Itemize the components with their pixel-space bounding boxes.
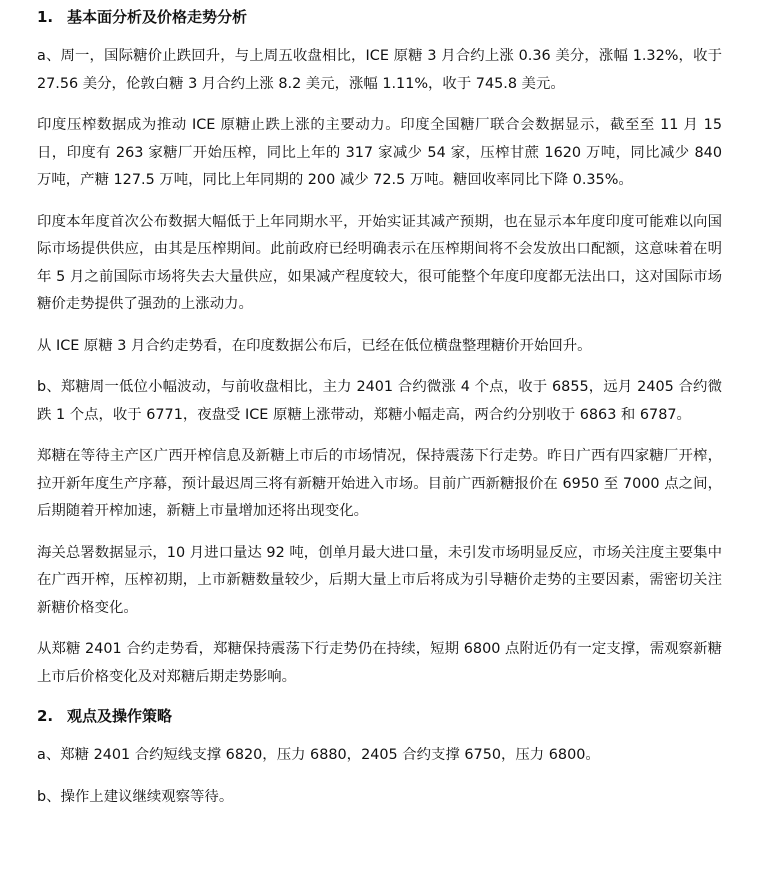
section-number: 2. bbox=[37, 707, 54, 725]
paragraph-operation-advice: b、操作上建议继续观察等待。 bbox=[37, 788, 234, 805]
paragraph-support-resistance: a、郑糖 2401 合约短线支撑 6820，压力 6880，2405 合约支撑 6750，压力 6800。 bbox=[37, 747, 600, 763]
section-heading-1 bbox=[37, 6, 722, 36]
paragraph-customs-imports: 海关总署数据显示，10 月进口量达 92 吨，创单月最大进口量，未引发市场明显反应，市场关注度主要集中在广西开榨，压榨初期，上市新糖数量较少，后期大量上市后将成为引导糖价走势的主要因素，需密切关注新糖价格变化。 bbox=[37, 544, 722, 616]
section-number: 1. bbox=[37, 8, 54, 26]
paragraph-india-supply: 印度本年度首次公布数据大幅低于上年同期水平，开始实证其减产预期，也在显示本年度印度可能难以向国际市场提供供应，由其是压榨期间。此前政府已经明确表示在压榨期间将不会发放出口配额，这意味着在明年 5 月之前国际市场将失去大量供应，如果减产程度较大，很可能整个年度印度都无法出口，这对国际市场糖价走势提供了强劲的上涨动力。 bbox=[37, 213, 722, 312]
section-heading-2 bbox=[37, 705, 722, 735]
paragraph-guangxi-crushing: 郑糖在等待主产区广西开榨信息及新糖上市后的市场情况，保持震荡下行走势。昨日广西有四家糖厂开榨，拉开新年度生产序幕，预计最迟周三将有新糖开始进入市场。目前广西新糖报价在 6950 至 7000 点之间，后期随着开榨加速，新糖上市量增加还将出现变化。 bbox=[37, 448, 722, 519]
paragraph-ice-price: a、周一，国际糖价止跌回升，与上周五收盘相比，ICE 原糖 3 月合约上涨 0.36 美分，涨幅 1.32%，收于 27.56 美分，伦敦白糖 3 月合约上涨 8.2 美元，涨幅 1.11%，收于 745.8 美元。 bbox=[37, 48, 722, 92]
section-title: 基本面分析及价格走势分析 bbox=[67, 8, 248, 26]
paragraph-ice-trend: 从 ICE 原糖 3 月合约走势看，在印度数据公布后，已经在低位横盘整理糖价开始回升。 bbox=[37, 337, 592, 354]
paragraph-zhengzhou-trend: 从郑糖 2401 合约走势看，郑糖保持震荡下行走势仍在持续，短期 6800 点附近仍有一定支撑，需观察新糖上市后价格变化及对郑糖后期走势影响。 bbox=[37, 641, 722, 685]
paragraph-india-crushing: 印度压榨数据成为推动 ICE 原糖止跌上涨的主要动力。印度全国糖厂联合会数据显示，截至至 11 月 15 日，印度有 263 家糖厂开始压榨，同比上年的 317 家减少 54 家，压榨甘蔗 1620 万吨，同比减少 840 万吨，产糖 127.5 万吨，同比上年同期的 200 减少 72.5 万吨。糖回收率同比下降 0.35%。 bbox=[37, 117, 722, 188]
section-title: 观点及操作策略 bbox=[67, 707, 173, 725]
paragraph-zhengzhou-price: b、郑糖周一低位小幅波动，与前收盘相比，主力 2401 合约微涨 4 个点，收于 6855，远月 2405 合约微跌 1 个点，收于 6771，夜盘受 ICE 原糖上涨带动，郑糖小幅走高，两合约分别收于 6863 和 6787。 bbox=[37, 379, 722, 423]
